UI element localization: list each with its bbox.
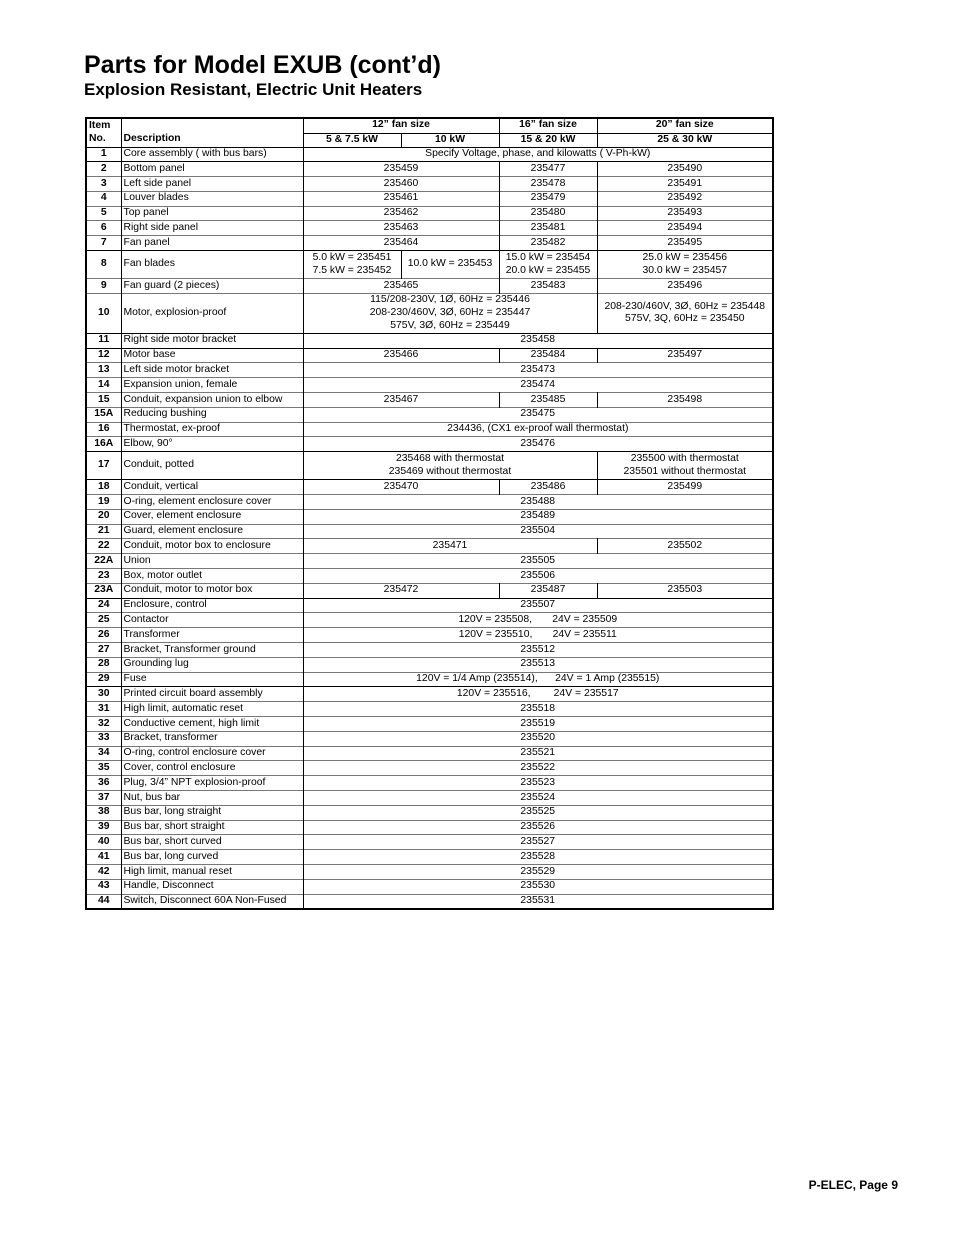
- table-row: [86, 236, 773, 251]
- item-number: 44: [86, 894, 121, 909]
- item-description: Plug, 3/4” NPT explosion-proof: [121, 776, 303, 791]
- header-fan-16: 16” fan size: [499, 118, 597, 133]
- item-description: Conduit, motor to motor box: [121, 583, 303, 598]
- part-number-cell: 235461: [303, 191, 499, 206]
- part-number-cell: 235518: [303, 702, 773, 717]
- item-number: 41: [86, 850, 121, 865]
- item-description: Transformer: [121, 628, 303, 643]
- part-number-cell: 235492: [597, 191, 773, 206]
- item-description: Fuse: [121, 672, 303, 687]
- part-number-cell: 208-230/460V, 3Ø, 60Hz = 235448 575V, 3Q, 60Hz = 235450: [597, 293, 773, 333]
- item-description: Enclosure, control: [121, 598, 303, 613]
- part-number-cell: 235527: [303, 835, 773, 850]
- table-row: [86, 437, 773, 452]
- table-row: [86, 613, 773, 628]
- item-description: Left side motor bracket: [121, 363, 303, 378]
- item-number: 35: [86, 761, 121, 776]
- item-description: Nut, bus bar: [121, 790, 303, 805]
- item-description: Cover, control enclosure: [121, 761, 303, 776]
- item-description: Conductive cement, high limit: [121, 717, 303, 732]
- item-number: 7: [86, 236, 121, 251]
- item-description: Conduit, potted: [121, 452, 303, 480]
- part-number-cell: 235496: [597, 279, 773, 294]
- item-number: 4: [86, 191, 121, 206]
- part-number-cell: 235531: [303, 894, 773, 909]
- part-number-cell: 235497: [597, 348, 773, 363]
- item-number: 10: [86, 293, 121, 333]
- item-number: 21: [86, 524, 121, 539]
- table-row: [86, 820, 773, 835]
- item-number: 34: [86, 746, 121, 761]
- item-description: Handle, Disconnect: [121, 879, 303, 894]
- part-number-cell: 235458: [303, 333, 773, 348]
- item-number: 42: [86, 864, 121, 879]
- header-kw-25-30: 25 & 30 kW: [597, 133, 773, 147]
- item-description: Switch, Disconnect 60A Non-Fused: [121, 894, 303, 909]
- part-number-cell: 235512: [303, 643, 773, 658]
- table-row: [86, 805, 773, 820]
- page-footer: P-ELEC, Page 9: [808, 1178, 898, 1192]
- page-subtitle: Explosion Resistant, Electric Unit Heaters: [84, 80, 423, 99]
- table-row: [86, 835, 773, 850]
- part-number-cell: 235486: [499, 480, 597, 495]
- item-number: 16A: [86, 437, 121, 452]
- part-number-cell: 235471: [303, 539, 597, 554]
- part-number-cell: 235472: [303, 583, 499, 598]
- part-number-cell: 235493: [597, 206, 773, 221]
- table-row: [86, 717, 773, 732]
- part-number-cell: 235483: [499, 279, 597, 294]
- part-number-cell: 25.0 kW = 235456 30.0 kW = 235457: [597, 251, 773, 279]
- part-number-cell: 235499: [597, 480, 773, 495]
- item-description: Conduit, vertical: [121, 480, 303, 495]
- table-row: [86, 191, 773, 206]
- part-number-cell: 234436, (CX1 ex-proof wall thermostat): [303, 422, 773, 437]
- item-description: Thermostat, ex-proof: [121, 422, 303, 437]
- part-number-cell: 120V = 1/4 Amp (235514), 24V = 1 Amp (235515): [303, 672, 773, 687]
- part-number-cell: 235482: [499, 236, 597, 251]
- table-row: [86, 687, 773, 702]
- table-row: [86, 279, 773, 294]
- item-number: 26: [86, 628, 121, 643]
- part-number-cell: 235506: [303, 569, 773, 584]
- part-number-cell: 10.0 kW = 235453: [401, 251, 499, 279]
- item-number: 8: [86, 251, 121, 279]
- item-number: 19: [86, 495, 121, 510]
- item-description: Bus bar, short curved: [121, 835, 303, 850]
- item-description: Bracket, transformer: [121, 731, 303, 746]
- table-row: [86, 162, 773, 177]
- item-description: Cover, element enclosure: [121, 509, 303, 524]
- item-number: 23: [86, 569, 121, 584]
- item-number: 12: [86, 348, 121, 363]
- item-number: 27: [86, 643, 121, 658]
- item-description: O-ring, element enclosure cover: [121, 495, 303, 510]
- table-row: [86, 251, 773, 279]
- item-number: 15A: [86, 407, 121, 422]
- part-number-cell: 235495: [597, 236, 773, 251]
- table-row: [86, 333, 773, 348]
- item-number: 29: [86, 672, 121, 687]
- item-number: 6: [86, 221, 121, 236]
- part-number-cell: 15.0 kW = 235454 20.0 kW = 235455: [499, 251, 597, 279]
- table-row: [86, 363, 773, 378]
- item-number: 1: [86, 147, 121, 162]
- item-number: 11: [86, 333, 121, 348]
- item-description: Bus bar, short straight: [121, 820, 303, 835]
- item-description: Right side motor bracket: [121, 333, 303, 348]
- table-row: [86, 422, 773, 437]
- item-description: Box, motor outlet: [121, 569, 303, 584]
- part-number-cell: 235459: [303, 162, 499, 177]
- item-number: 32: [86, 717, 121, 732]
- part-number-cell: 235489: [303, 509, 773, 524]
- item-description: Contactor: [121, 613, 303, 628]
- item-number: 37: [86, 790, 121, 805]
- part-number-cell: 235490: [597, 162, 773, 177]
- item-description: Louver blades: [121, 191, 303, 206]
- part-number-cell: 235503: [597, 583, 773, 598]
- item-description: Bracket, Transformer ground: [121, 643, 303, 658]
- part-number-cell: 235519: [303, 717, 773, 732]
- table-row: [86, 495, 773, 510]
- item-number: 14: [86, 378, 121, 393]
- part-number-cell: 235464: [303, 236, 499, 251]
- part-number-cell: 235462: [303, 206, 499, 221]
- table-row: [86, 790, 773, 805]
- item-number: 39: [86, 820, 121, 835]
- part-number-cell: 235485: [499, 393, 597, 408]
- part-number-cell: 235460: [303, 177, 499, 192]
- part-number-cell: 235478: [499, 177, 597, 192]
- item-number: 22: [86, 539, 121, 554]
- item-number: 43: [86, 879, 121, 894]
- header-fan-12: 12” fan size: [303, 118, 499, 133]
- table-row: [86, 672, 773, 687]
- part-number-cell: 235466: [303, 348, 499, 363]
- table-row: [86, 407, 773, 422]
- item-description: Top panel: [121, 206, 303, 221]
- item-number: 25: [86, 613, 121, 628]
- item-number: 30: [86, 687, 121, 702]
- part-number-cell: 235480: [499, 206, 597, 221]
- table-row: [86, 393, 773, 408]
- part-number-cell: 235491: [597, 177, 773, 192]
- table-row: [86, 509, 773, 524]
- part-number-cell: 235526: [303, 820, 773, 835]
- table-row: [86, 206, 773, 221]
- item-description: Bus bar, long curved: [121, 850, 303, 865]
- item-description: Grounding lug: [121, 657, 303, 672]
- item-description: Fan panel: [121, 236, 303, 251]
- item-description: Union: [121, 554, 303, 569]
- part-number-cell: 120V = 235508, 24V = 235509: [303, 613, 773, 628]
- part-number-cell: Specify Voltage, phase, and kilowatts ( V-Ph-kW): [303, 147, 773, 162]
- item-description: High limit, manual reset: [121, 864, 303, 879]
- item-number: 13: [86, 363, 121, 378]
- table-row: [86, 378, 773, 393]
- table-row: [86, 221, 773, 236]
- part-number-cell: 235481: [499, 221, 597, 236]
- table-row: [86, 657, 773, 672]
- table-row: [86, 643, 773, 658]
- part-number-cell: 235463: [303, 221, 499, 236]
- part-number-cell: 235467: [303, 393, 499, 408]
- part-number-cell: 235504: [303, 524, 773, 539]
- part-number-cell: 235494: [597, 221, 773, 236]
- table-row: [86, 746, 773, 761]
- part-number-cell: 235479: [499, 191, 597, 206]
- item-description: Fan blades: [121, 251, 303, 279]
- item-number: 9: [86, 279, 121, 294]
- table-row: [86, 731, 773, 746]
- item-number: 36: [86, 776, 121, 791]
- part-number-cell: 235524: [303, 790, 773, 805]
- page-title: Parts for Model EXUB (cont’d): [84, 51, 441, 79]
- header-item-top: Item: [86, 118, 121, 133]
- part-number-cell: 115/208-230V, 1Ø, 60Hz = 235446 208-230/460V, 3Ø, 60Hz = 235447 575V, 3Ø, 60Hz = 235449: [303, 293, 597, 333]
- table-row: [86, 702, 773, 717]
- item-number: 2: [86, 162, 121, 177]
- item-description: Conduit, motor box to enclosure: [121, 539, 303, 554]
- item-number: 22A: [86, 554, 121, 569]
- item-description: Fan guard (2 pieces): [121, 279, 303, 294]
- header-fan-20: 20” fan size: [597, 118, 773, 133]
- part-number-cell: 235468 with thermostat 235469 without thermostat: [303, 452, 597, 480]
- part-number-cell: 235500 with thermostat 235501 without thermostat: [597, 452, 773, 480]
- item-description: Expansion union, female: [121, 378, 303, 393]
- item-description: Reducing bushing: [121, 407, 303, 422]
- item-number: 15: [86, 393, 121, 408]
- item-description: High limit, automatic reset: [121, 702, 303, 717]
- part-number-cell: 120V = 235516, 24V = 235517: [303, 687, 773, 702]
- item-number: 20: [86, 509, 121, 524]
- part-number-cell: 235473: [303, 363, 773, 378]
- part-number-cell: 120V = 235510, 24V = 235511: [303, 628, 773, 643]
- item-number: 5: [86, 206, 121, 221]
- item-description: Conduit, expansion union to elbow: [121, 393, 303, 408]
- item-number: 31: [86, 702, 121, 717]
- header-kw-5-7: 5 & 7.5 kW: [303, 133, 401, 147]
- part-number-cell: 235474: [303, 378, 773, 393]
- item-number: 24: [86, 598, 121, 613]
- table-row: [86, 879, 773, 894]
- header-description: Description: [121, 133, 303, 147]
- part-number-cell: 235528: [303, 850, 773, 865]
- item-description: Motor, explosion-proof: [121, 293, 303, 333]
- table-row: [86, 776, 773, 791]
- part-number-cell: 235529: [303, 864, 773, 879]
- part-number-cell: 235470: [303, 480, 499, 495]
- item-number: 23A: [86, 583, 121, 598]
- part-number-cell: 235513: [303, 657, 773, 672]
- header-description-blank: [121, 118, 303, 133]
- item-number: 16: [86, 422, 121, 437]
- item-description: Bus bar, long straight: [121, 805, 303, 820]
- part-number-cell: 235465: [303, 279, 499, 294]
- table-row: [86, 583, 773, 598]
- table-row: [86, 480, 773, 495]
- table-row: [86, 293, 773, 333]
- item-number: 3: [86, 177, 121, 192]
- item-number: 33: [86, 731, 121, 746]
- parts-table: [85, 117, 774, 910]
- part-number-cell: 235502: [597, 539, 773, 554]
- table-row: [86, 598, 773, 613]
- part-number-cell: 235505: [303, 554, 773, 569]
- item-description: Right side panel: [121, 221, 303, 236]
- table-row: [86, 569, 773, 584]
- item-description: Core assembly ( with bus bars): [121, 147, 303, 162]
- item-description: Elbow, 90°: [121, 437, 303, 452]
- table-row: [86, 864, 773, 879]
- table-row: [86, 761, 773, 776]
- item-number: 40: [86, 835, 121, 850]
- table-row: [86, 177, 773, 192]
- item-description: Motor base: [121, 348, 303, 363]
- table-row: [86, 894, 773, 909]
- item-description: Left side panel: [121, 177, 303, 192]
- table-row: [86, 539, 773, 554]
- part-number-cell: 5.0 kW = 235451 7.5 kW = 235452: [303, 251, 401, 279]
- part-number-cell: 235522: [303, 761, 773, 776]
- table-row: [86, 850, 773, 865]
- part-number-cell: 235477: [499, 162, 597, 177]
- item-number: 28: [86, 657, 121, 672]
- table-row: [86, 554, 773, 569]
- table-row: [86, 452, 773, 480]
- item-number: 18: [86, 480, 121, 495]
- part-number-cell: 235488: [303, 495, 773, 510]
- item-description: Guard, element enclosure: [121, 524, 303, 539]
- part-number-cell: 235487: [499, 583, 597, 598]
- part-number-cell: 235521: [303, 746, 773, 761]
- part-number-cell: 235523: [303, 776, 773, 791]
- part-number-cell: 235530: [303, 879, 773, 894]
- part-number-cell: 235475: [303, 407, 773, 422]
- parts-table-body: [86, 147, 773, 909]
- table-row: [86, 348, 773, 363]
- header-item-bottom: No.: [86, 133, 121, 147]
- item-description: Bottom panel: [121, 162, 303, 177]
- part-number-cell: 235525: [303, 805, 773, 820]
- item-number: 17: [86, 452, 121, 480]
- part-number-cell: 235498: [597, 393, 773, 408]
- table-row: [86, 147, 773, 162]
- table-row: [86, 628, 773, 643]
- table-row: [86, 524, 773, 539]
- header-kw-15-20: 15 & 20 kW: [499, 133, 597, 147]
- item-description: O-ring, control enclosure cover: [121, 746, 303, 761]
- part-number-cell: 235507: [303, 598, 773, 613]
- item-description: Printed circuit board assembly: [121, 687, 303, 702]
- part-number-cell: 235520: [303, 731, 773, 746]
- item-number: 38: [86, 805, 121, 820]
- part-number-cell: 235476: [303, 437, 773, 452]
- part-number-cell: 235484: [499, 348, 597, 363]
- header-kw-10: 10 kW: [401, 133, 499, 147]
